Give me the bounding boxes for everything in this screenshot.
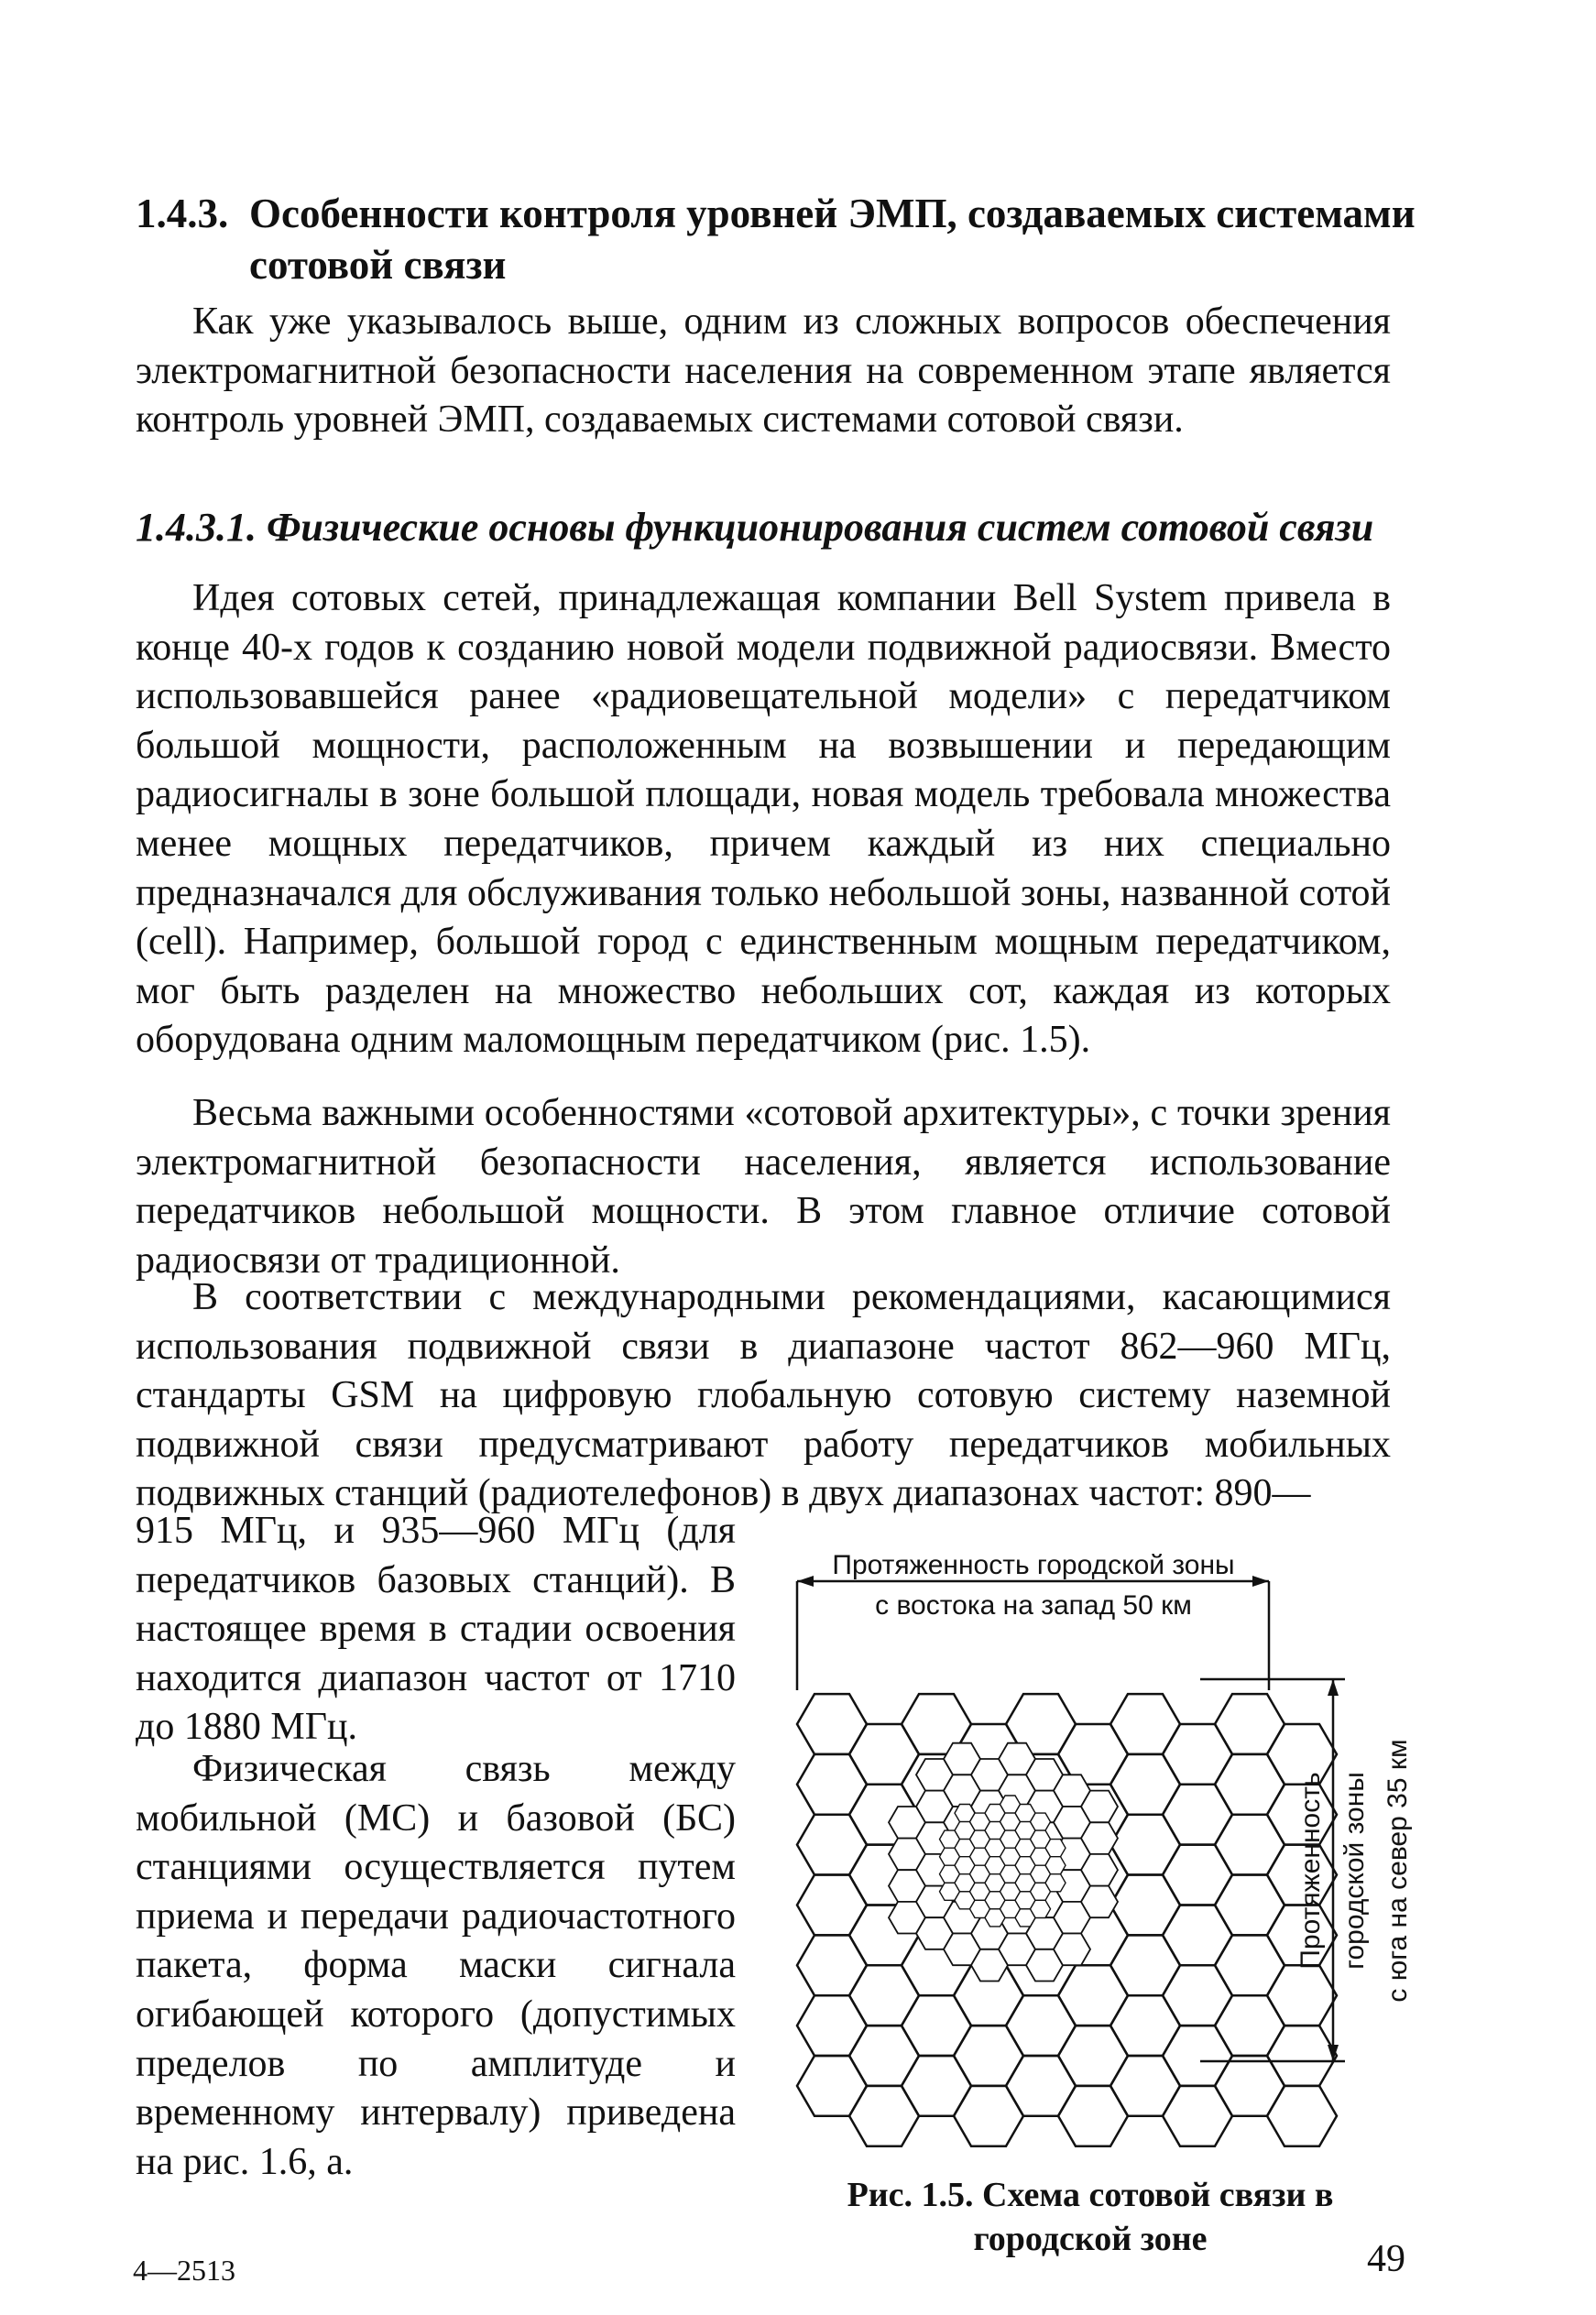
large-cell	[849, 1724, 919, 1785]
body-paragraph-2: Весьма важными особенностями «сотовой архитектуры», с точки зрения электромагнитной безопасности населения, является использование передатчиков небольшой мощности. В этом главное отличие сотовой радиосвязи от традиционной.	[136, 1092, 1391, 1282]
large-cell	[1006, 2056, 1076, 2116]
medium-cell	[1054, 1934, 1090, 1966]
large-cell	[1006, 1995, 1076, 2056]
large-cell	[849, 1965, 919, 2026]
large-cell	[797, 1815, 867, 1875]
section-title-line2: сотовой связи	[249, 242, 507, 288]
large-cell	[902, 2056, 971, 2116]
large-cell	[1215, 1995, 1284, 2056]
figure-caption-line1: Рис. 1.5. Схема сотовой связи в	[847, 2176, 1334, 2214]
medium-cell	[1081, 1822, 1118, 1854]
large-cell	[849, 2026, 919, 2086]
large-cell	[1110, 1815, 1180, 1875]
medium-cell	[1081, 1854, 1118, 1886]
large-cell	[1267, 2026, 1337, 2086]
large-cell	[1110, 1754, 1180, 1815]
large-cell	[1215, 2056, 1284, 2116]
figure-caption-line2: городской зоне	[973, 2220, 1208, 2258]
large-cell	[1058, 2026, 1128, 2086]
small-cell	[1031, 1900, 1051, 1917]
large-cell	[1163, 1906, 1232, 1966]
side-arrow-up-icon	[1328, 1679, 1339, 1696]
large-cell	[1163, 1785, 1232, 1845]
large-cell	[1163, 1965, 1232, 2026]
large-cell	[797, 1935, 867, 1995]
large-cell	[849, 2086, 919, 2146]
intro-paragraph: Как уже указывалось выше, одним из сложных вопросов обеспечения электромагнитной безопасности населения на современном этапе является контроль уровней ЭМП, создаваемых системами сотовой связи.	[136, 300, 1391, 442]
large-cell	[797, 1875, 867, 1936]
large-cell	[1163, 2086, 1232, 2146]
large-cell	[797, 1754, 867, 1815]
large-cell	[954, 2026, 1023, 2086]
small-cell	[1045, 1857, 1066, 1874]
small-cell	[1045, 1840, 1066, 1857]
small-cells-group	[940, 1796, 1066, 1927]
section-number: 1.4.3.	[136, 191, 229, 236]
small-cell	[1045, 1874, 1066, 1892]
large-cell	[1058, 1965, 1128, 2026]
large-cell	[1267, 2086, 1337, 2146]
top-label-line1: Протяженность городской зоны	[832, 1550, 1235, 1580]
page-number: 49	[1367, 2238, 1405, 2280]
large-cell	[1215, 1815, 1284, 1875]
large-cell	[797, 1694, 867, 1754]
top-arrow-left-icon	[797, 1576, 814, 1587]
side-label-line1: Протяженность	[1295, 1772, 1326, 1970]
large-cell	[1163, 1724, 1232, 1785]
medium-cell	[1081, 1886, 1118, 1918]
top-label-line2: с востока на запад 50 км	[875, 1590, 1192, 1621]
side-label-line3: с юга на север 35 км	[1383, 1739, 1413, 2003]
large-cell	[1215, 1935, 1284, 1995]
figure-caption	[797, 2173, 1383, 2261]
side-label-line2: городской зоны	[1339, 1772, 1370, 1970]
body-paragraph-1: Идея сотовых сетей, принадлежащая компании Bell System привела в конце 40-х годов к созданию новой модели подвижной радиосвязи. Вместо использовавшейся ранее «радиовещательной модели» с передатчиком большой мощности, расположенным на возвышении и передающим радиосигналы в зоне большой площади, новая модель требовала множества менее мощных передатчиков, причем каждый из них специально предназначался для обслуживания только небольшой зоны, названной сотой (cell). Например, большой город с единственным мощным передатчиком, мог быть разделен на множество небольших сот, каждая из которых оборудована одним маломощным передатчиком (рис. 1.5).	[136, 577, 1391, 1062]
large-cell	[1110, 1694, 1180, 1754]
large-cell	[1215, 1694, 1284, 1754]
section-title-line1: Особенности контроля уровней ЭМП, создаваемых системами	[249, 191, 1416, 236]
subsection-number: 1.4.3.1.	[136, 505, 257, 550]
subsection-heading	[136, 502, 1418, 553]
large-cell	[1163, 1845, 1232, 1906]
top-arrow-right-icon	[1252, 1576, 1269, 1587]
section-heading	[136, 188, 1418, 290]
large-cell	[1215, 1754, 1284, 1815]
large-cell	[797, 2056, 867, 2116]
left-column-paragraph-1: 915 МГц, и 935—960 МГц (для передатчиков базовых станций). В настоящее время в стадии освоения находится диапазон частот от 1710 до 1880 МГц.	[136, 1510, 736, 1749]
large-cell	[797, 1995, 867, 2056]
large-cell	[1110, 2056, 1180, 2116]
large-cell	[1163, 2026, 1232, 2086]
body-paragraph-3: В соответствии с международными рекомендациями, касающимися использования подвижной связи в диапазоне частот 862—960 МГц, стандарты GSM на цифровую глобальную сотовую систему наземной подвижной связи предусматривают работу передатчиков мобильных подвижных станций (радиотелефонов) в двух диапазонах частот: 890—	[136, 1276, 1391, 1515]
large-cell	[1110, 1995, 1180, 2056]
signature-mark: 4—2513	[133, 2254, 235, 2287]
large-cell	[1267, 1965, 1337, 2026]
large-cell	[1058, 2086, 1128, 2146]
medium-cell	[1081, 1791, 1118, 1823]
subsection-title: Физические основы функционирования систем сотовой связи	[267, 505, 1374, 550]
cellular-network-figure	[770, 1548, 1429, 2162]
large-cell	[1110, 1875, 1180, 1936]
large-cell	[954, 2086, 1023, 2146]
large-cell	[1110, 1935, 1180, 1995]
large-cell	[902, 1995, 971, 2056]
large-cell	[1215, 1875, 1284, 1936]
left-column-paragraph-2: Физическая связь между мобильной (МС) и базовой (БС) станциями осуществляется путем приема и передачи радиочастотного пакета, форма маски сигнала огибающей которого (допустимых пределов по амплитуде и временному интервалу) приведена на рис. 1.6, а.	[136, 1748, 736, 2183]
small-cell	[1031, 1813, 1051, 1830]
